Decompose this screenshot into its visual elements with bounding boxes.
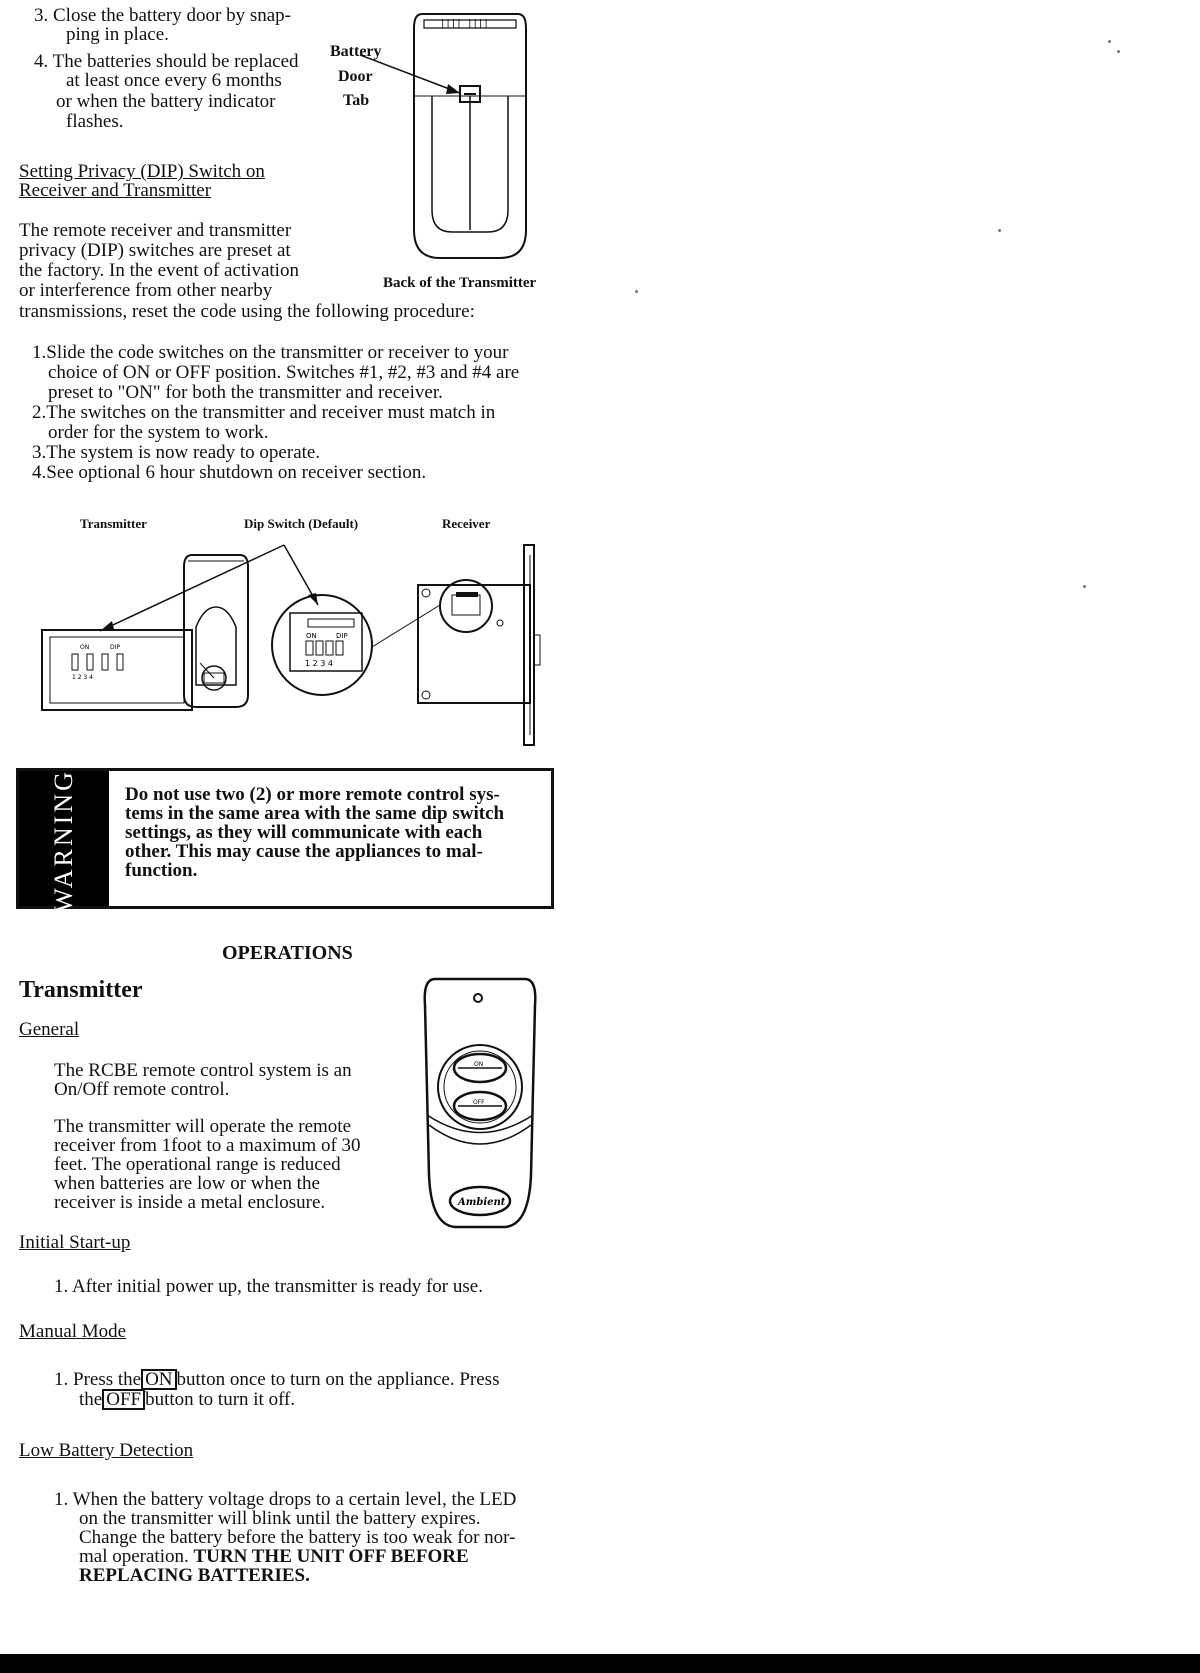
battery-step4-line4: flashes. [66, 111, 124, 132]
privacy-para-line4: or interference from other nearby [19, 280, 273, 301]
scan-speck [1083, 585, 1086, 588]
privacy-para-line2: privacy (DIP) switches are preset at [19, 240, 291, 261]
svg-text:1 2 3 4: 1 2 3 4 [305, 659, 333, 668]
privacy-heading-line1: Setting Privacy (DIP) Switch on [19, 161, 265, 182]
manual-line1 [54, 1369, 499, 1390]
privacy-step-line5: order for the system to work. [48, 422, 269, 443]
privacy-step-line1: 1.Slide the code switches on the transmitter or receiver to your [32, 342, 509, 363]
privacy-step-line7: 4.See optional 6 hour shutdown on receiver section. [32, 462, 427, 483]
warning-line: other. This may cause the appliances to mal- [125, 841, 483, 862]
battery-step3-line1: 3. Close the battery door by snap- [34, 5, 291, 26]
lowbat-bold1: TURN THE UNIT OFF BEFORE [193, 1546, 469, 1567]
privacy-para-line1: The remote receiver and transmitter [19, 220, 292, 241]
diagram-label-transmitter: Transmitter [80, 516, 147, 531]
battery-step4-line3: or when the battery indicator [56, 91, 276, 112]
remote-logo: Ambient [458, 1197, 506, 1208]
scan-speck [635, 290, 638, 293]
lowbat-bold2: REPLACING BATTERIES. [79, 1565, 310, 1586]
svg-text:DIP: DIP [110, 644, 121, 651]
manual-on-box: ON [141, 1369, 176, 1390]
general-p2-line1: The transmitter will operate the remote [54, 1116, 352, 1137]
operations-subtitle: Transmitter [19, 977, 143, 1003]
general-p2-line4: when batteries are low or when the [54, 1173, 320, 1194]
manual-pre: 1. Press the [54, 1369, 142, 1390]
privacy-heading-line2: Receiver and Transmitter [19, 180, 212, 201]
back-of-transmitter-caption: Back of the Transmitter [383, 275, 537, 291]
manual-post: button to turn it off. [145, 1389, 296, 1410]
warning-box [16, 768, 554, 913]
privacy-step-line3: preset to "ON" for both the transmitter and receiver. [48, 382, 443, 403]
privacy-para-line3: the factory. In the event of activation [19, 260, 299, 281]
battery-step3-line2: ping in place. [66, 24, 169, 45]
warning-line: Do not use two (2) or more remote control sys- [125, 784, 500, 805]
lowbat-line2: on the transmitter will blink until the battery expires. [79, 1508, 481, 1529]
lowbat-line3: Change the battery before the battery is too weak for nor- [79, 1527, 516, 1548]
dip-switch-diagram [0, 535, 560, 755]
manual-pre2: the [79, 1389, 103, 1410]
manual-heading: Manual Mode [19, 1321, 127, 1342]
svg-text:ON: ON [306, 632, 317, 640]
warning-line: function. [125, 860, 198, 881]
battery-step4-line1: 4. The batteries should be replaced [34, 51, 299, 72]
lowbat-line1: 1. When the battery voltage drops to a certain level, the LED [54, 1489, 517, 1510]
svg-text:1 2 3 4: 1 2 3 4 [72, 674, 93, 681]
warning-side-panel [19, 769, 109, 913]
general-p1-line1: The RCBE remote control system is an [54, 1060, 352, 1081]
lowbat-line4-text: mal operation. [79, 1546, 189, 1567]
remote-off-label: OFF [473, 1099, 485, 1106]
svg-text:|||| ||||: |||| |||| [440, 19, 489, 29]
transmitter-back-illustration [360, 0, 570, 265]
svg-text:DIP: DIP [336, 632, 348, 640]
general-p2-line2: receiver from 1foot to a maximum of 30 [54, 1135, 361, 1156]
battery-door-label-3: Tab [343, 92, 370, 109]
manual-line2 [79, 1389, 295, 1410]
svg-text:ON: ON [80, 644, 90, 651]
privacy-step-line2: choice of ON or OFF position. Switches #1, #2, #3 and #4 are [48, 362, 520, 383]
manual-mid: button once to turn on the appliance. Press [176, 1369, 500, 1390]
general-p1-line2: On/Off remote control. [54, 1079, 230, 1100]
remote-on-label: ON [474, 1061, 484, 1068]
battery-step4-line2: at least once every 6 months [66, 70, 282, 91]
scan-speck [1117, 50, 1120, 53]
operations-title: OPERATIONS [222, 942, 353, 964]
general-p2-line5: receiver is inside a metal enclosure. [54, 1192, 326, 1213]
battery-door-label-2: Door [338, 68, 373, 85]
diagram-label-dip: Dip Switch (Default) [244, 516, 359, 531]
general-p2-line3: feet. The operational range is reduced [54, 1154, 341, 1175]
warning-line: tems in the same area with the same dip switch [125, 803, 505, 824]
lowbat-line4 [79, 1547, 469, 1566]
battery-door-label-1: Battery [330, 43, 382, 60]
scan-speck [998, 229, 1001, 232]
startup-heading: Initial Start-up [19, 1232, 131, 1253]
warning-word: WARNING [49, 769, 78, 913]
manual-off-box: OFF [102, 1389, 145, 1410]
transmitter-front-illustration [415, 975, 545, 1233]
privacy-para-line5: transmissions, reset the code using the following procedure: [19, 301, 475, 322]
warning-line: settings, as they will communicate with each [125, 822, 483, 843]
general-heading: General [19, 1019, 80, 1040]
privacy-step-line6: 3.The system is now ready to operate. [32, 442, 321, 463]
scan-bottom-edge [0, 1654, 1200, 1673]
warning-text [125, 785, 545, 880]
lowbat-heading: Low Battery Detection [19, 1440, 194, 1461]
privacy-step-line4: 2.The switches on the transmitter and receiver must match in [32, 402, 496, 423]
scan-speck [1108, 40, 1111, 43]
startup-step: 1. After initial power up, the transmitter is ready for use. [54, 1276, 483, 1297]
diagram-label-receiver: Receiver [442, 516, 491, 531]
